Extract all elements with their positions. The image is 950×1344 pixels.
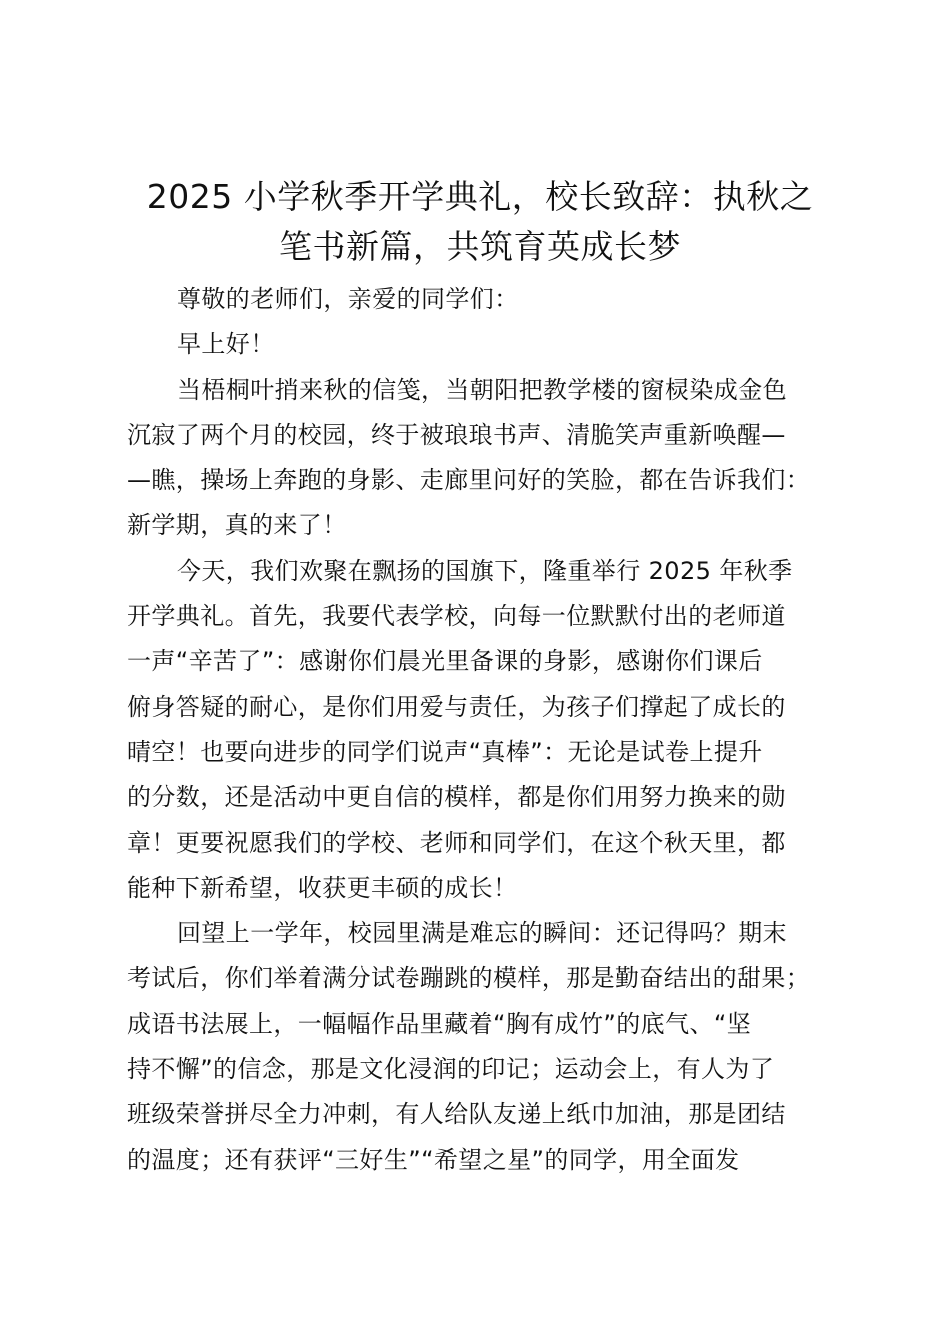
text-line: 新学期，真的来了！	[127, 511, 347, 540]
text-line: 开学典礼。首先，我要代表学校，向每一位默默付出的老师道	[127, 602, 786, 631]
text-line: 当梧桐叶捎来秋的信笺，当朝阳把教学楼的窗棂染成金色	[177, 375, 787, 404]
body-paragraph	[127, 368, 857, 549]
text-line: 俯身答疑的耐心，是你们用爱与责任，为孩子们撑起了成长的	[127, 692, 786, 721]
text-line: 今天，我们欢聚在飘扬的国旗下，隆重举行 2025 年秋季	[177, 556, 793, 585]
body-paragraph	[127, 549, 857, 911]
document-body	[127, 277, 857, 1183]
text-line: 章！更要祝愿我们的学校、老师和同学们，在这个秋天里，都	[127, 828, 786, 857]
text-line: 能种下新希望，收获更丰硕的成长！	[127, 873, 518, 902]
text-line: 沉寂了两个月的校园，终于被琅琅书声、清脆笑声重新唤醒—	[127, 420, 786, 449]
text-line: 早上好！	[177, 330, 275, 359]
text-line: 的分数，还是活动中更自信的模样，都是你们用努力换来的勋	[127, 783, 786, 812]
document-title	[120, 172, 840, 272]
text-line: 班级荣誉拼尽全力冲刺，有人给队友递上纸巾加油，那是团结	[127, 1100, 786, 1129]
salutation-paragraph	[127, 277, 857, 322]
text-line: 回望上一学年，校园里满是难忘的瞬间：还记得吗？期末	[177, 919, 787, 948]
text-line: 成语书法展上，一幅幅作品里藏着“胸有成竹”的底气、“坚	[127, 1009, 752, 1038]
text-line: 的温度；还有获评“三好生”“希望之星”的同学，用全面发	[127, 1145, 740, 1174]
text-line: 持不懈”的信念，那是文化浸润的印记；运动会上，有人为了	[127, 1055, 775, 1084]
text-line: 晴空！也要向进步的同学们说声“真棒”：无论是试卷上提升	[127, 737, 763, 766]
text-line: 尊敬的老师们，亲爱的同学们：	[177, 285, 519, 313]
text-line: 考试后，你们举着满分试卷蹦跳的模样，那是勤奋结出的甜果；	[127, 964, 811, 993]
body-paragraph	[127, 911, 857, 1183]
text-line: 一声“辛苦了”：感谢你们晨光里备课的身影，感谢你们课后	[127, 647, 763, 676]
greeting-paragraph	[127, 322, 857, 367]
text-line: —瞧，操场上奔跑的身影、走廊里问好的笑脸，都在告诉我们：	[127, 466, 811, 495]
title-line: 2025 小学秋季开学典礼，校长致辞：执秋之	[146, 177, 814, 216]
title-line: 笔书新篇，共筑育英成长梦	[279, 227, 681, 266]
